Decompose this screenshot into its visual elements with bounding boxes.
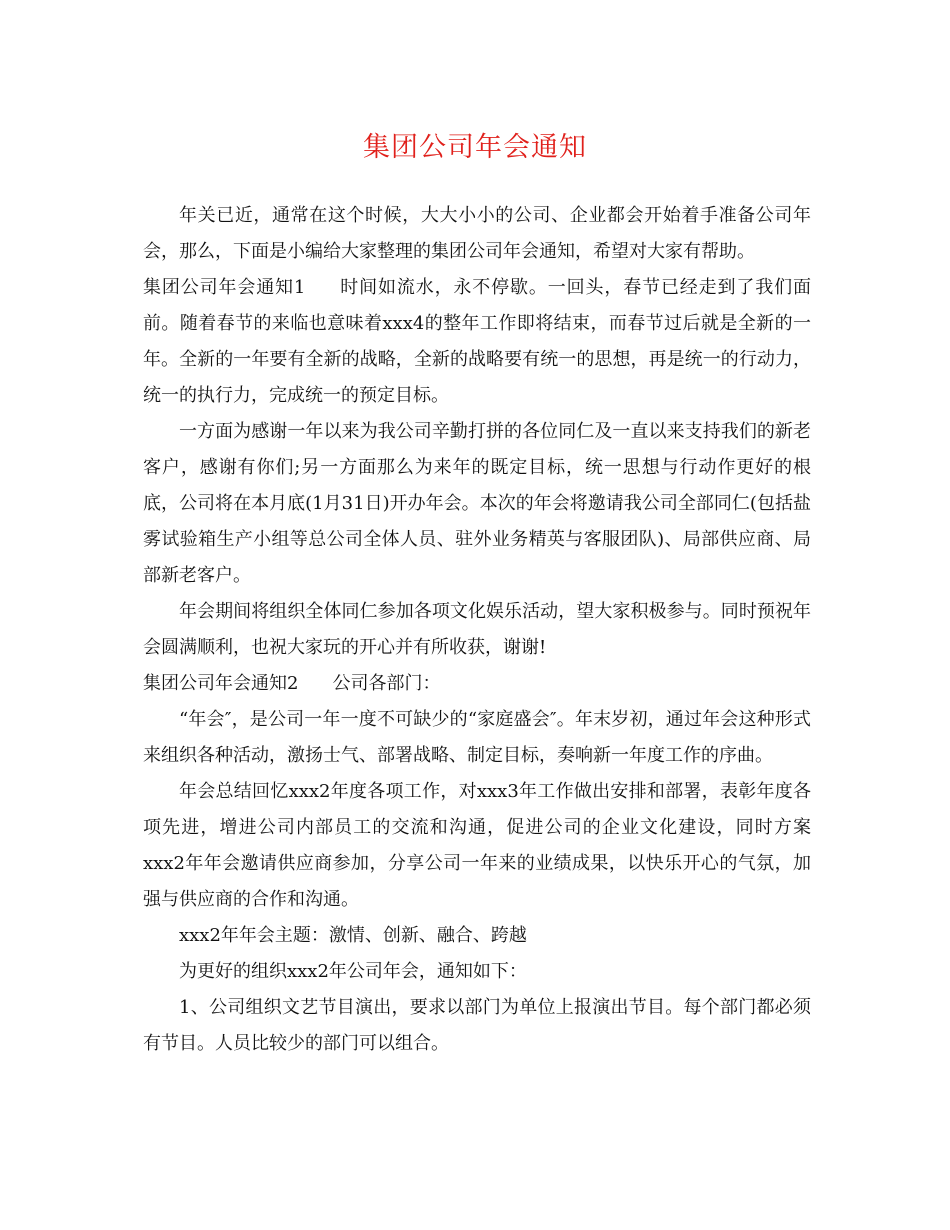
document-title: 集团公司年会通知 (363, 132, 587, 163)
paragraph-notice-2 (143, 666, 811, 702)
notice-2-text: 公司各部门： (332, 673, 441, 694)
paragraph-item-1: 1、公司组织文艺节目演出，要求以部门为单位上报演出节目。每个部门都必须有节目。人员比较少的部门可以组合。 (143, 997, 811, 1054)
notice-1-text: 时间如流水，永不停歇。一回头，春节已经走到了我们面前。随着春节的来临也意味着xxx4的整年工作即将结束，而春节过后就是全新的一年。全新的一年要有全新的战略，全新的战略要有统一的思想，再是统一的行动力，统一的执行力，完成统一的预定目标。 (143, 277, 811, 406)
notice-1-heading: 集团公司年会通知1 (143, 277, 306, 298)
notice-2-heading: 集团公司年会通知2 (143, 673, 299, 694)
paragraph-summary: 年会总结回忆xxx2年度各项工作，对xxx3年工作做出安排和部署，表彰年度各项先进，增进公司内部员工的交流和沟通，促进公司的企业文化建设，同时方案xxx2年年会邀请供应商参加，分享公司一年来的业绩成果，以快乐开心的气氛，加强与供应商的合作和沟通。 (143, 781, 811, 910)
paragraph-notice-1 (143, 270, 811, 414)
paragraph-thanks: 一方面为感谢一年以来为我公司辛勤打拼的各位同仁及一直以来支持我们的新老客户，感谢有你们;另一方面那么为来年的既定目标，统一思想与行动作更好的根底，公司将在本月底(1月31日)开办年会。本次的年会将邀请我公司全部同仁(包括盐雾试验箱生产小组等总公司全体人员、驻外业务精英与客服团队)、局部供应商、局部新老客户。 (143, 421, 811, 586)
paragraph-intro: 年关已近，通常在这个时候，大大小小的公司、企业都会开始着手准备公司年会，那么，下面是小编给大家整理的集团公司年会通知，希望对大家有帮助。 (143, 205, 811, 262)
paragraph-notice-intro: 为更好的组织xxx2年公司年会，通知如下： (179, 961, 527, 982)
paragraph-activities: 年会期间将组织全体同仁参加各项文化娱乐活动，望大家积极参与。同时预祝年会圆满顺利，也祝大家玩的开心并有所收获，谢谢! (143, 601, 811, 658)
paragraph-annual-meeting: “年会″，是公司一年一度不可缺少的“家庭盛会″。年末岁初，通过年会这种形式来组织各种活动，激扬士气、部署战略、制定目标，奏响新一年度工作的序曲。 (143, 709, 811, 766)
paragraph-theme: xxx2年年会主题：激情、创新、融合、跨越 (179, 925, 527, 946)
document-body (143, 198, 811, 1062)
